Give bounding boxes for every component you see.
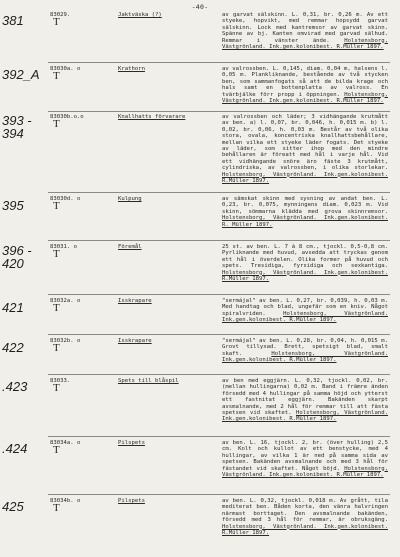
object-description bbox=[222, 440, 388, 478]
divider bbox=[48, 436, 390, 437]
t-mark: T bbox=[53, 70, 60, 83]
accession-number bbox=[50, 12, 114, 27]
accession-number bbox=[50, 378, 114, 393]
margin-number: 421 bbox=[2, 300, 24, 315]
accession-number bbox=[50, 338, 114, 353]
margin-number: 381 bbox=[2, 13, 24, 28]
t-mark: T bbox=[53, 502, 60, 515]
margin-number: 395 bbox=[2, 198, 24, 213]
description-text: av ben. L. 0,32, tjockl. 0,018 m. Av grått, tila mediterat ben. Båden korta, den vänra halvringen närmast borttaget. Den avsmalnande bakänden, försedd med 3 hål för remmar, är obruksgäng. bbox=[222, 498, 388, 524]
t-mark: T bbox=[53, 342, 60, 355]
t-mark: T bbox=[53, 302, 60, 315]
object-name: Krathorn bbox=[118, 66, 145, 72]
collector-line: Holstensborg, Västgrönland. Ink.gen.kolonibest. R.Müller 1897. bbox=[222, 37, 388, 51]
accession-number bbox=[50, 440, 114, 455]
divider bbox=[48, 374, 390, 375]
description-text: "sermájal" av ben. L. 0,28, br. 0,04, h. 0,015 m. Grovt tillyxad. Brett, spetsigt blad, smalt skaft. bbox=[222, 338, 388, 357]
divider bbox=[48, 494, 390, 495]
description-text: 25 st. av ben. L. 7 à 8 cm., tjockl. 0,5-0,8 cm. Pyrliknande med huvud, avsedda att tryckas genom ett hål i överdelen. Olika former på huvud och spets. Tresidiga, fyrsidiga och sexkantiga. bbox=[222, 244, 388, 270]
object-description bbox=[222, 12, 388, 50]
collector-line: Holstensborg, Västgrönland. Ink.gen.kolonibest. R.Müller 1897. bbox=[222, 91, 388, 105]
description-text: av ben med eggjärn. L. 0,32, tjockl. 0,02, br. (mellan hullingarna) 0,02 m. Band i främre änden försedd med 4 hullingar på samma höjd och ytterst ett fastnitat eggjärn. Bakänden skarpt avsmalnande, med 2 hål för remmar till att fästa spetsen vid skaftet. bbox=[222, 378, 388, 417]
divider bbox=[48, 294, 390, 295]
accession-text: 83032a. o bbox=[50, 298, 81, 304]
object-name: Isskrapare bbox=[118, 298, 152, 304]
description-text: av ben. L. 16, tjockl. 2, br. (över hulling) 2,5 cm. Kolt och kullot av ett benstycke, med 4 hullingar, av vilka 1 är ned på samma sida av spetsen. Bakänden avsmalnande och med 3 hål för fästandet vid skaftet. Något böjd. bbox=[222, 440, 388, 472]
margin-number: 393 - 394 bbox=[2, 113, 32, 141]
divider bbox=[48, 334, 390, 335]
accession-number bbox=[50, 196, 114, 211]
object-description bbox=[222, 298, 388, 324]
object-name: Isskrapare bbox=[118, 338, 152, 344]
object-name: Spets till blåspil bbox=[118, 378, 179, 384]
object-description bbox=[222, 196, 388, 228]
object-name: Kulpung bbox=[118, 196, 142, 202]
description-text: av valrossben. L. 0,145, diam. 0,04 m, halsens l. 0,05 m. Plankliknande, bestående av två stycken ben, som sammanfogats så att de bilda krage och hals samt en bottenplatta av valross. En tvärbjälke förr propp i öppningen. bbox=[222, 66, 388, 98]
margin-number: .423 bbox=[2, 379, 28, 394]
t-mark: T bbox=[53, 118, 60, 131]
accession-text: 83032b. o bbox=[50, 338, 81, 344]
object-description bbox=[222, 114, 388, 184]
divider bbox=[48, 192, 390, 193]
collector-line: Holstensborg, Västgrönland. Ink.gen.kolonibest. R.Müller 1897. bbox=[222, 410, 388, 423]
divider bbox=[48, 111, 390, 112]
accession-text: 83030b.o.o bbox=[50, 114, 84, 120]
divider bbox=[48, 62, 390, 63]
object-name: Jaktväska (?) bbox=[118, 12, 162, 18]
accession-number bbox=[50, 114, 114, 129]
accession-text: 83030d. o bbox=[50, 196, 81, 202]
accession-text: 83031. o bbox=[50, 244, 77, 250]
accession-number bbox=[50, 498, 114, 513]
t-mark: T bbox=[53, 444, 60, 457]
accession-text: 83034b. o bbox=[50, 498, 81, 504]
object-description bbox=[222, 498, 388, 536]
accession-text: 83034a. o bbox=[50, 440, 81, 446]
t-mark: T bbox=[53, 382, 60, 395]
object-name: Pilspets bbox=[118, 498, 145, 504]
t-mark: T bbox=[53, 200, 60, 213]
description-text: av valrossben och läder; 3 vidhängande krutmått av ben. a) l. 0,07, br. 0,046, h. 0,015 m. b) l. 0,02, br. 0,06, h. 0,03 m. Består av två olika stora, ovala, koncentriska knallhattsbehållare, mellan vilka ett styeke läder fogats. Det styeke av läder, som sitter ihop med den mindre behållaren är föreatt med hål i varje hål. Vid ett vidhängande snöre äro fäste 3 krutmått, cylindriska, av valrossben, i olika storlekar. bbox=[222, 114, 388, 172]
accession-text: 83029. bbox=[50, 12, 71, 18]
collector-line: Holstensborg, Västgrönland. Ink.gen.kolonibest. R.Müller 1897. bbox=[222, 350, 388, 364]
t-mark: T bbox=[53, 248, 60, 261]
object-description bbox=[222, 338, 388, 364]
margin-number: 396 - 420 bbox=[2, 243, 32, 271]
accession-text: 83030a. o bbox=[50, 66, 81, 72]
accession-number bbox=[50, 298, 114, 313]
collector-line: Holstensborg, Västgrönland. Ink.gen.kolonibest. R. Müller 1897. bbox=[222, 215, 388, 228]
collector-line: Holstensborg, Västgrönland. Ink.gen.kolonibest. R.Müller 1897. bbox=[222, 269, 388, 283]
description-text: av sämskat skinn med sysning av andat ben. L. 0,23, br. 0,075, mynningens diam. 0,023 m. Vid skinn, sömmarna klädda med grova skinnremsor. bbox=[222, 196, 388, 215]
object-name: Knallhatts förvarare bbox=[118, 114, 186, 120]
object-name: Föremål bbox=[118, 244, 142, 250]
collector-line: Holstensborg, Västgrönland. Ink.gen.kolonibest. R.Müller 1897. bbox=[222, 310, 388, 324]
collector-line: Holstensborg, Västgrönland. Ink.gen.kolonibest. R.Müller 1897. bbox=[222, 171, 388, 185]
collector-line: Holstensborg, Västgrönland. Ink.gen.kolonibest. R.Müller 1897. bbox=[222, 465, 388, 479]
divider bbox=[48, 240, 390, 241]
accession-text: 83033. bbox=[50, 378, 71, 384]
object-description bbox=[222, 244, 388, 282]
collector-line: Holstensborg, Västgrönland. Ink.gen.kolonibest. R.Müller 1897. bbox=[222, 523, 388, 537]
margin-number: 392_A bbox=[2, 67, 40, 82]
margin-number: 425 bbox=[2, 499, 24, 514]
description-text: "sermájal" av ben. L. 0,27, br. 0,039, h. 0,03 m. Med handtag och blad, ungefär som en kniv. Något spiralvriden. bbox=[222, 298, 388, 317]
accession-number bbox=[50, 66, 114, 81]
margin-number: .424 bbox=[2, 441, 28, 456]
margin-number: 422 bbox=[2, 340, 24, 355]
t-mark: T bbox=[53, 16, 60, 29]
description-text: av garvat sälskinn. L. 0,31, br. 0,26 m. Av ett styeke, hopvikt, med remmar hopsydd garvat sälskinn. Lock med kantremsor av garvat skinn. Spänne av bj. Kanten omvirad med garvad sälhud. Remmar i vänster ände. bbox=[222, 12, 388, 44]
object-description bbox=[222, 66, 388, 104]
object-name: Pilspets bbox=[118, 440, 145, 446]
accession-number bbox=[50, 244, 114, 259]
object-description bbox=[222, 378, 388, 423]
page-number: -40- bbox=[191, 3, 209, 11]
